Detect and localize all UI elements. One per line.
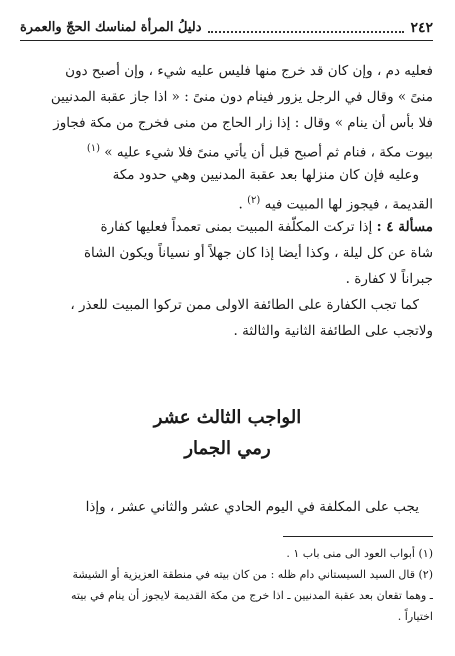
footnote-1: (١) أبواب العود الى منى باب ١ . (286, 547, 433, 560)
paragraph-3-line-2: ولاتجب على الطائفة الثانية والثالثة . (233, 323, 433, 339)
paragraph-1-line-2: منىً » وقال في الرجل يزور فينام دون منىً : « اذا جاز عقبة المدنيين (50, 89, 433, 105)
paragraph-2-line-2: القديمة ، فيجوز لها المبيت فيه $^{(٢)}$ . (238, 195, 433, 213)
footnote-2-line-3: اختياراً . (397, 610, 433, 623)
paragraph-2 (20, 162, 433, 218)
footnote-mark-2: (٢) (247, 195, 261, 206)
footnote-mark-1: (١) (86, 143, 100, 154)
paragraph-1-line-3: فلا بأس أن ينام » وقال : إذا زار الحاج من منى فخرج من مكة فجاوز (53, 115, 433, 131)
footnote-2-line-2: ـ وهما تقعان بعد عقبة المدنيين ـ اذا خرج من مكة القديمة لايجوز أن ينام في بيته (71, 589, 433, 602)
paragraph-3 (20, 292, 433, 344)
footnotes (20, 543, 433, 627)
issue-4-label: مسألة ٤ : (376, 219, 433, 235)
footnote-2-line-1: (٢) قال السيد السيستاني دام ظله : من كان بيته في منطقة العزيزية أو الشيشة (72, 568, 433, 581)
issue-4-line-1 (20, 214, 433, 240)
header-rule (20, 40, 433, 41)
issue-4-line-1-text: إذا تركت المكلّفة المبيت بمنى تعمداً فعليها كفارة (100, 219, 373, 235)
paragraph-4 (20, 494, 433, 520)
section-heading: الواجب الثالث عشر (153, 407, 302, 428)
running-header (20, 17, 433, 37)
paragraph-2-line-1: وعليه فإن كان منزلها بعد عقبة المدنيين وهي حدود مكة (112, 167, 419, 183)
paragraph-2-line-2-text: القديمة ، فيجوز لها المبيت فيه (264, 196, 433, 213)
paragraph-1 (20, 58, 433, 166)
issue-4-line-3: جبراناً لا كفارة . (345, 271, 433, 287)
running-title: دليلُ المرأة لمناسك الحجّ والعمرة (20, 20, 202, 35)
header-dot-leader (208, 30, 405, 33)
paragraph-3-line-1: كما تجب الكفارة على الطائفة الاولى ممن تركوا المبيت للعذر ، (70, 297, 419, 313)
paragraph-1-line-4-text: بيوت مكة ، فنام ثم أصبح قبل أن يأتي منىً فلا شيء عليه » (104, 144, 433, 161)
paragraph-1-line-1: فعليه دم ، وإن كان قد خرج منها فليس عليه شيء ، وإن أصبح دون (65, 63, 433, 79)
paragraph-4-line-1: يجب على المكلفة في اليوم الحادي عشر والثاني عشر ، وإذا (85, 499, 419, 515)
issue-4-line-2: شاة عن كل ليلة ، وكذا أيضا إذا كان جهلاً أو نسياناً ويكون الشاة (83, 245, 433, 261)
footnote-rule (283, 536, 433, 537)
issue-4 (20, 214, 433, 292)
page-number: ٢٤٢ (410, 20, 433, 36)
section-subheading: رمي الجمار (184, 438, 271, 459)
